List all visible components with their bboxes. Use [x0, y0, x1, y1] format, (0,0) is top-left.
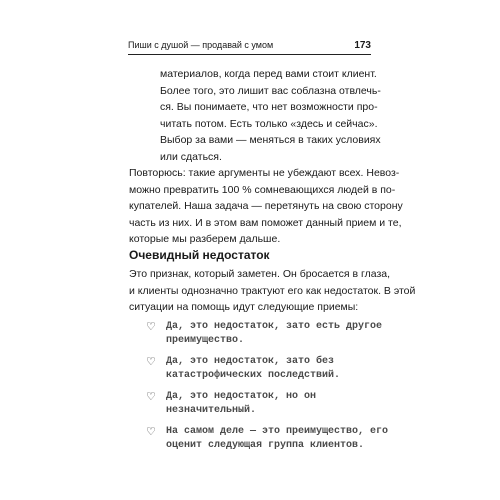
text-line: ся. Вы понимаете, что нет возможности про- — [160, 101, 378, 114]
list-item — [146, 320, 383, 348]
list-item-line: На самом деле — это преимущество, его — [166, 426, 389, 437]
list-item-line: Да, это недостаток, но он — [166, 391, 317, 402]
text-line: Это признак, который заметен. Он бросается в глаза, — [129, 268, 391, 280]
text-line: которые мы разберем дальше. — [129, 233, 281, 246]
text-line: купателей. Наша задача — перетянуть на свою сторону — [129, 200, 403, 213]
heart-outline-icon: ♡ — [146, 425, 156, 438]
running-header — [128, 40, 371, 51]
technique-list — [146, 320, 389, 460]
text-line: Выбор за вами — меняться в таких условиях — [160, 134, 381, 147]
list-item — [146, 425, 389, 453]
text-line: материалов, когда перед вами стоит клиент. — [160, 68, 377, 80]
section-heading: Очевидный недостаток — [129, 248, 270, 262]
body-paragraph — [129, 165, 403, 248]
text-line: и клиенты однозначно трактуют его как недостаток. В этой — [129, 284, 416, 297]
list-item — [146, 390, 376, 418]
header-divider — [128, 54, 371, 55]
text-line: читать потом. Есть только «здесь и сейчас». — [160, 117, 378, 130]
heart-outline-icon: ♡ — [146, 390, 156, 403]
text-line: часть из них. И в этом вам поможет данный прием и те, — [129, 216, 402, 229]
running-title: Пиши с душой — продавай с умом — [128, 40, 274, 50]
list-item-line: преимущество. — [166, 335, 245, 346]
text-line: или сдаться. — [160, 150, 222, 163]
list-item-line: Да, это недостаток, зато есть другое — [166, 321, 383, 332]
indented-paragraph — [160, 66, 381, 166]
text-line: ситуации на помощь идут следующие приемы: — [129, 301, 359, 314]
text-line: Более того, это лишит вас соблазна отвлечь- — [160, 84, 381, 97]
list-item-line: оценит следующая группа клиентов. — [166, 440, 365, 451]
list-item-line: катастрофических последствий. — [166, 370, 341, 381]
text-line: Повторюсь: такие аргументы не убеждают всех. Невоз- — [129, 167, 400, 179]
body-paragraph — [129, 266, 416, 316]
heart-outline-icon: ♡ — [146, 320, 156, 333]
page-number: 173 — [354, 40, 371, 51]
list-item-line: Да, это недостаток, зато без — [166, 356, 335, 367]
heart-outline-icon: ♡ — [146, 355, 156, 368]
list-item — [146, 355, 376, 383]
list-item-line: незначительный. — [166, 405, 257, 416]
text-line: можно превратить 100 % сомневающихся людей в по- — [129, 183, 396, 196]
